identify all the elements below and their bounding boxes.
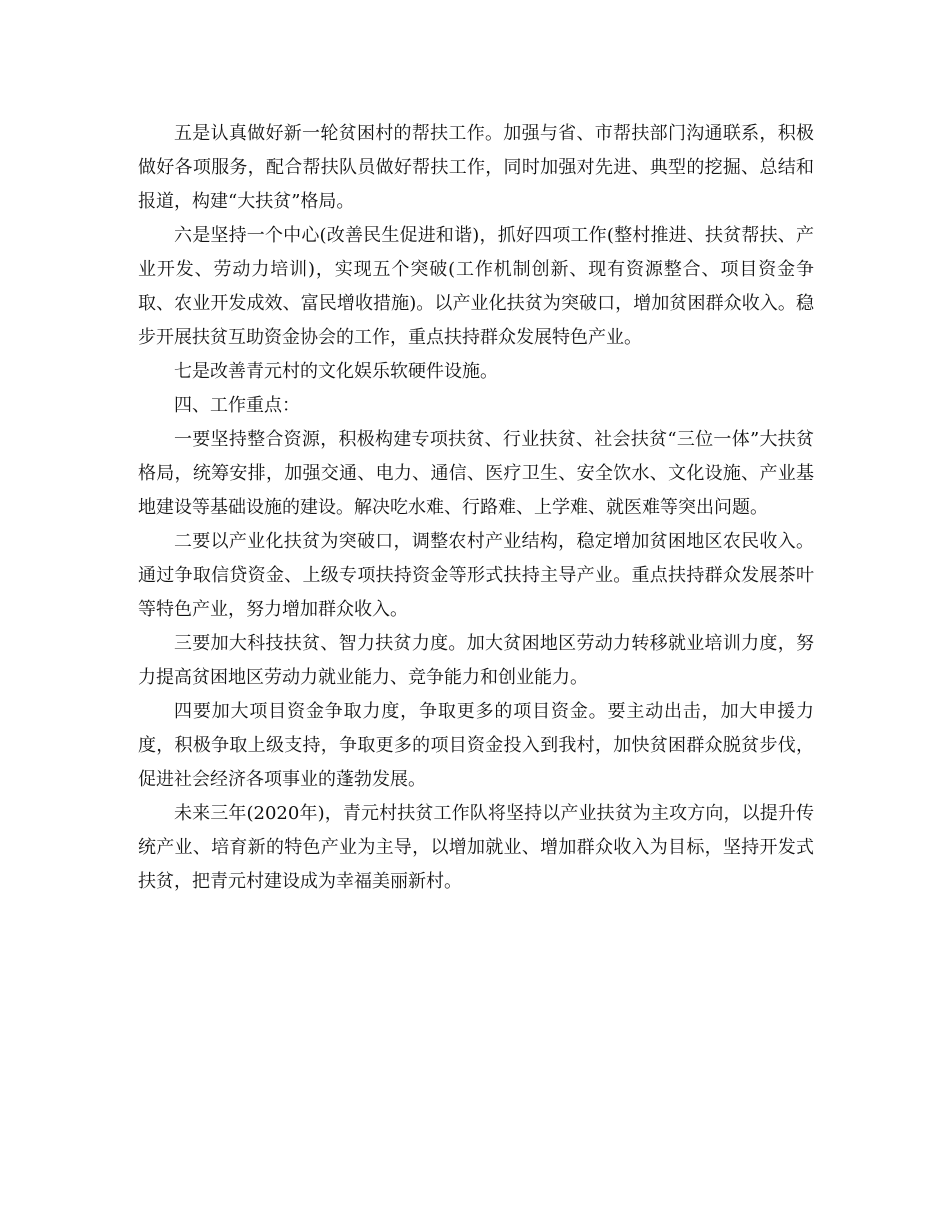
paragraph-three-year-plan: 未来三年(2020年)，青元村扶贫工作队将坚持以产业扶贫为主攻方向，以提升传统产业、培育新的特色产业为主导，以增加就业、增加群众收入为目标，坚持开发式扶贫，把青元村建设成为幸福美丽新村。 — [138, 803, 814, 892]
section-heading-work-focus: 四、工作重点： — [174, 395, 300, 416]
paragraph-integrate-resources: 一要坚持整合资源，积极构建专项扶贫、行业扶贫、社会扶贫“三位一体”大扶贫格局，统筹安排，加强交通、电力、通信、医疗卫生、安全饮水、文化设施、产业基地建设等基础设施的建设。解决吃水难、行路难、上学难、就医难等突出问题。 — [138, 429, 814, 518]
document-body — [138, 117, 814, 899]
paragraph-project-funding: 四要加大项目资金争取力度，争取更多的项目资金。要主动出击，加大申援力度，积极争取上级支持，争取更多的项目资金投入到我村，加快贫困群众脱贫步伐，促进社会经济各项事业的蓬勃发展。 — [138, 701, 814, 790]
paragraph-assist-poor-villages: 五是认真做好新一轮贫困村的帮扶工作。加强与省、市帮扶部门沟通联系，积极做好各项服务，配合帮扶队员做好帮扶工作，同时加强对先进、典型的挖掘、总结和报道，构建“大扶贫”格局。 — [138, 123, 814, 212]
paragraph-one-center-four-tasks: 六是坚持一个中心(改善民生促进和谐)，抓好四项工作(整村推进、扶贫帮扶、产业开发、劳动力培训)，实现五个突破(工作机制创新、现有资源整合、项目资金争取、农业开发成效、富民增收措施)。以产业化扶贫为突破口，增加贫困群众收入。稳步开展扶贫互助资金协会的工作，重点扶持群众发展特色产业。 — [138, 225, 814, 348]
paragraph-culture-facilities: 七是改善青元村的文化娱乐软硬件设施。 — [174, 361, 498, 382]
paragraph-industrial-poverty-alleviation: 二要以产业化扶贫为突破口，调整农村产业结构，稳定增加贫困地区农民收入。通过争取信贷资金、上级专项扶持资金等形式扶持主导产业。重点扶持群众发展茶叶等特色产业，努力增加群众收入。 — [138, 531, 814, 620]
paragraph-technology-poverty-alleviation: 三要加大科技扶贫、智力扶贫力度。加大贫困地区劳动力转移就业培训力度，努力提高贫困地区劳动力就业能力、竞争能力和创业能力。 — [138, 633, 814, 688]
